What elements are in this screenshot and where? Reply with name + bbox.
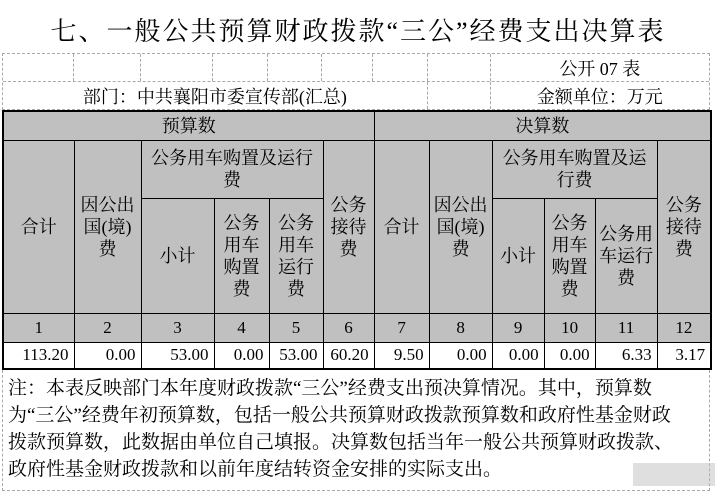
amount-unit-label: 金额单位：万元	[536, 86, 663, 107]
value-cell: 0.00	[544, 342, 595, 369]
value-cell: 6.33	[595, 342, 657, 369]
final-reception-header: 公务接待费	[657, 140, 711, 313]
spacer-cell	[322, 54, 373, 81]
value-cell: 0.00	[74, 342, 141, 369]
spacer-cell	[428, 54, 491, 81]
value-cell: 0.00	[214, 342, 269, 369]
budget-section-header: 预算数	[3, 111, 374, 140]
watermark-artifact	[633, 463, 715, 486]
budget-subtotal-header: 小计	[141, 198, 214, 313]
spacer-cell	[428, 82, 491, 109]
note-text: 注：本表反映部门本年度财政拨款“三公”经费支出预决算情况。其中，预算数为“三公”经费年初预算数，包括一般公共预算财政拨款预算数和政府性基金财政拨款预算数，此数据由单位自己填报。决算数包括当年一般公共预算财政拨款、政府性基金财政拨款和以前年度结转资金安排的实际支出。	[2, 370, 710, 491]
final-subtotal-header: 小计	[492, 198, 544, 313]
column-number: 1	[3, 313, 74, 342]
final-section-header: 决算数	[374, 111, 711, 140]
meta-row-sheet	[3, 54, 709, 82]
value-cell: 0.00	[492, 342, 544, 369]
spacer-cell	[373, 54, 428, 81]
page-title: 七、一般公共预算财政拨款“三公”经费支出决算表	[50, 17, 666, 46]
value-cell: 113.20	[3, 342, 74, 369]
department-label: 部门：中共襄阳市委宣传部(汇总)	[3, 82, 428, 109]
spacer-cell	[3, 54, 74, 81]
final-abroad-header: 因公出国(境)费	[429, 140, 492, 313]
column-number: 7	[374, 313, 429, 342]
report-page	[2, 0, 714, 491]
column-number: 9	[492, 313, 544, 342]
column-number: 12	[657, 313, 711, 342]
spacer-cell	[213, 54, 268, 81]
meta-row-department	[3, 82, 709, 109]
value-cell: 53.00	[269, 342, 323, 369]
budget-vehicle-purchase-header: 公务用车购置费	[214, 198, 269, 313]
column-number: 4	[214, 313, 269, 342]
spacer-cell	[141, 54, 214, 81]
sheet-number-label: 公开 07 表	[559, 58, 641, 79]
meta-grid	[2, 53, 710, 110]
column-number: 8	[429, 313, 492, 342]
column-number: 6	[323, 313, 374, 342]
budget-abroad-header: 因公出国(境)费	[74, 140, 141, 313]
budget-reception-header: 公务接待费	[323, 140, 374, 313]
value-cell: 3.17	[657, 342, 711, 369]
three-public-expense-table	[2, 110, 712, 370]
final-vehicle-purchase-header: 公务用车购置费	[544, 198, 595, 313]
value-cell: 0.00	[429, 342, 492, 369]
value-cell: 53.00	[141, 342, 214, 369]
column-number: 5	[269, 313, 323, 342]
budget-vehicle-group-header: 公务用车购置及运行费	[141, 140, 323, 198]
value-cell: 9.50	[374, 342, 429, 369]
column-number: 11	[595, 313, 657, 342]
spacer-cell	[268, 54, 322, 81]
budget-total-header: 合计	[3, 140, 74, 313]
value-cell: 60.20	[323, 342, 374, 369]
final-vehicle-operation-header: 公务用车运行费	[595, 198, 657, 313]
column-number: 10	[544, 313, 595, 342]
column-number: 2	[74, 313, 141, 342]
final-vehicle-group-header: 公务用车购置及运行费	[492, 140, 657, 198]
column-number: 3	[141, 313, 214, 342]
final-total-header: 合计	[374, 140, 429, 313]
budget-vehicle-operation-header: 公务用车运行费	[269, 198, 323, 313]
spacer-cell	[74, 54, 141, 81]
